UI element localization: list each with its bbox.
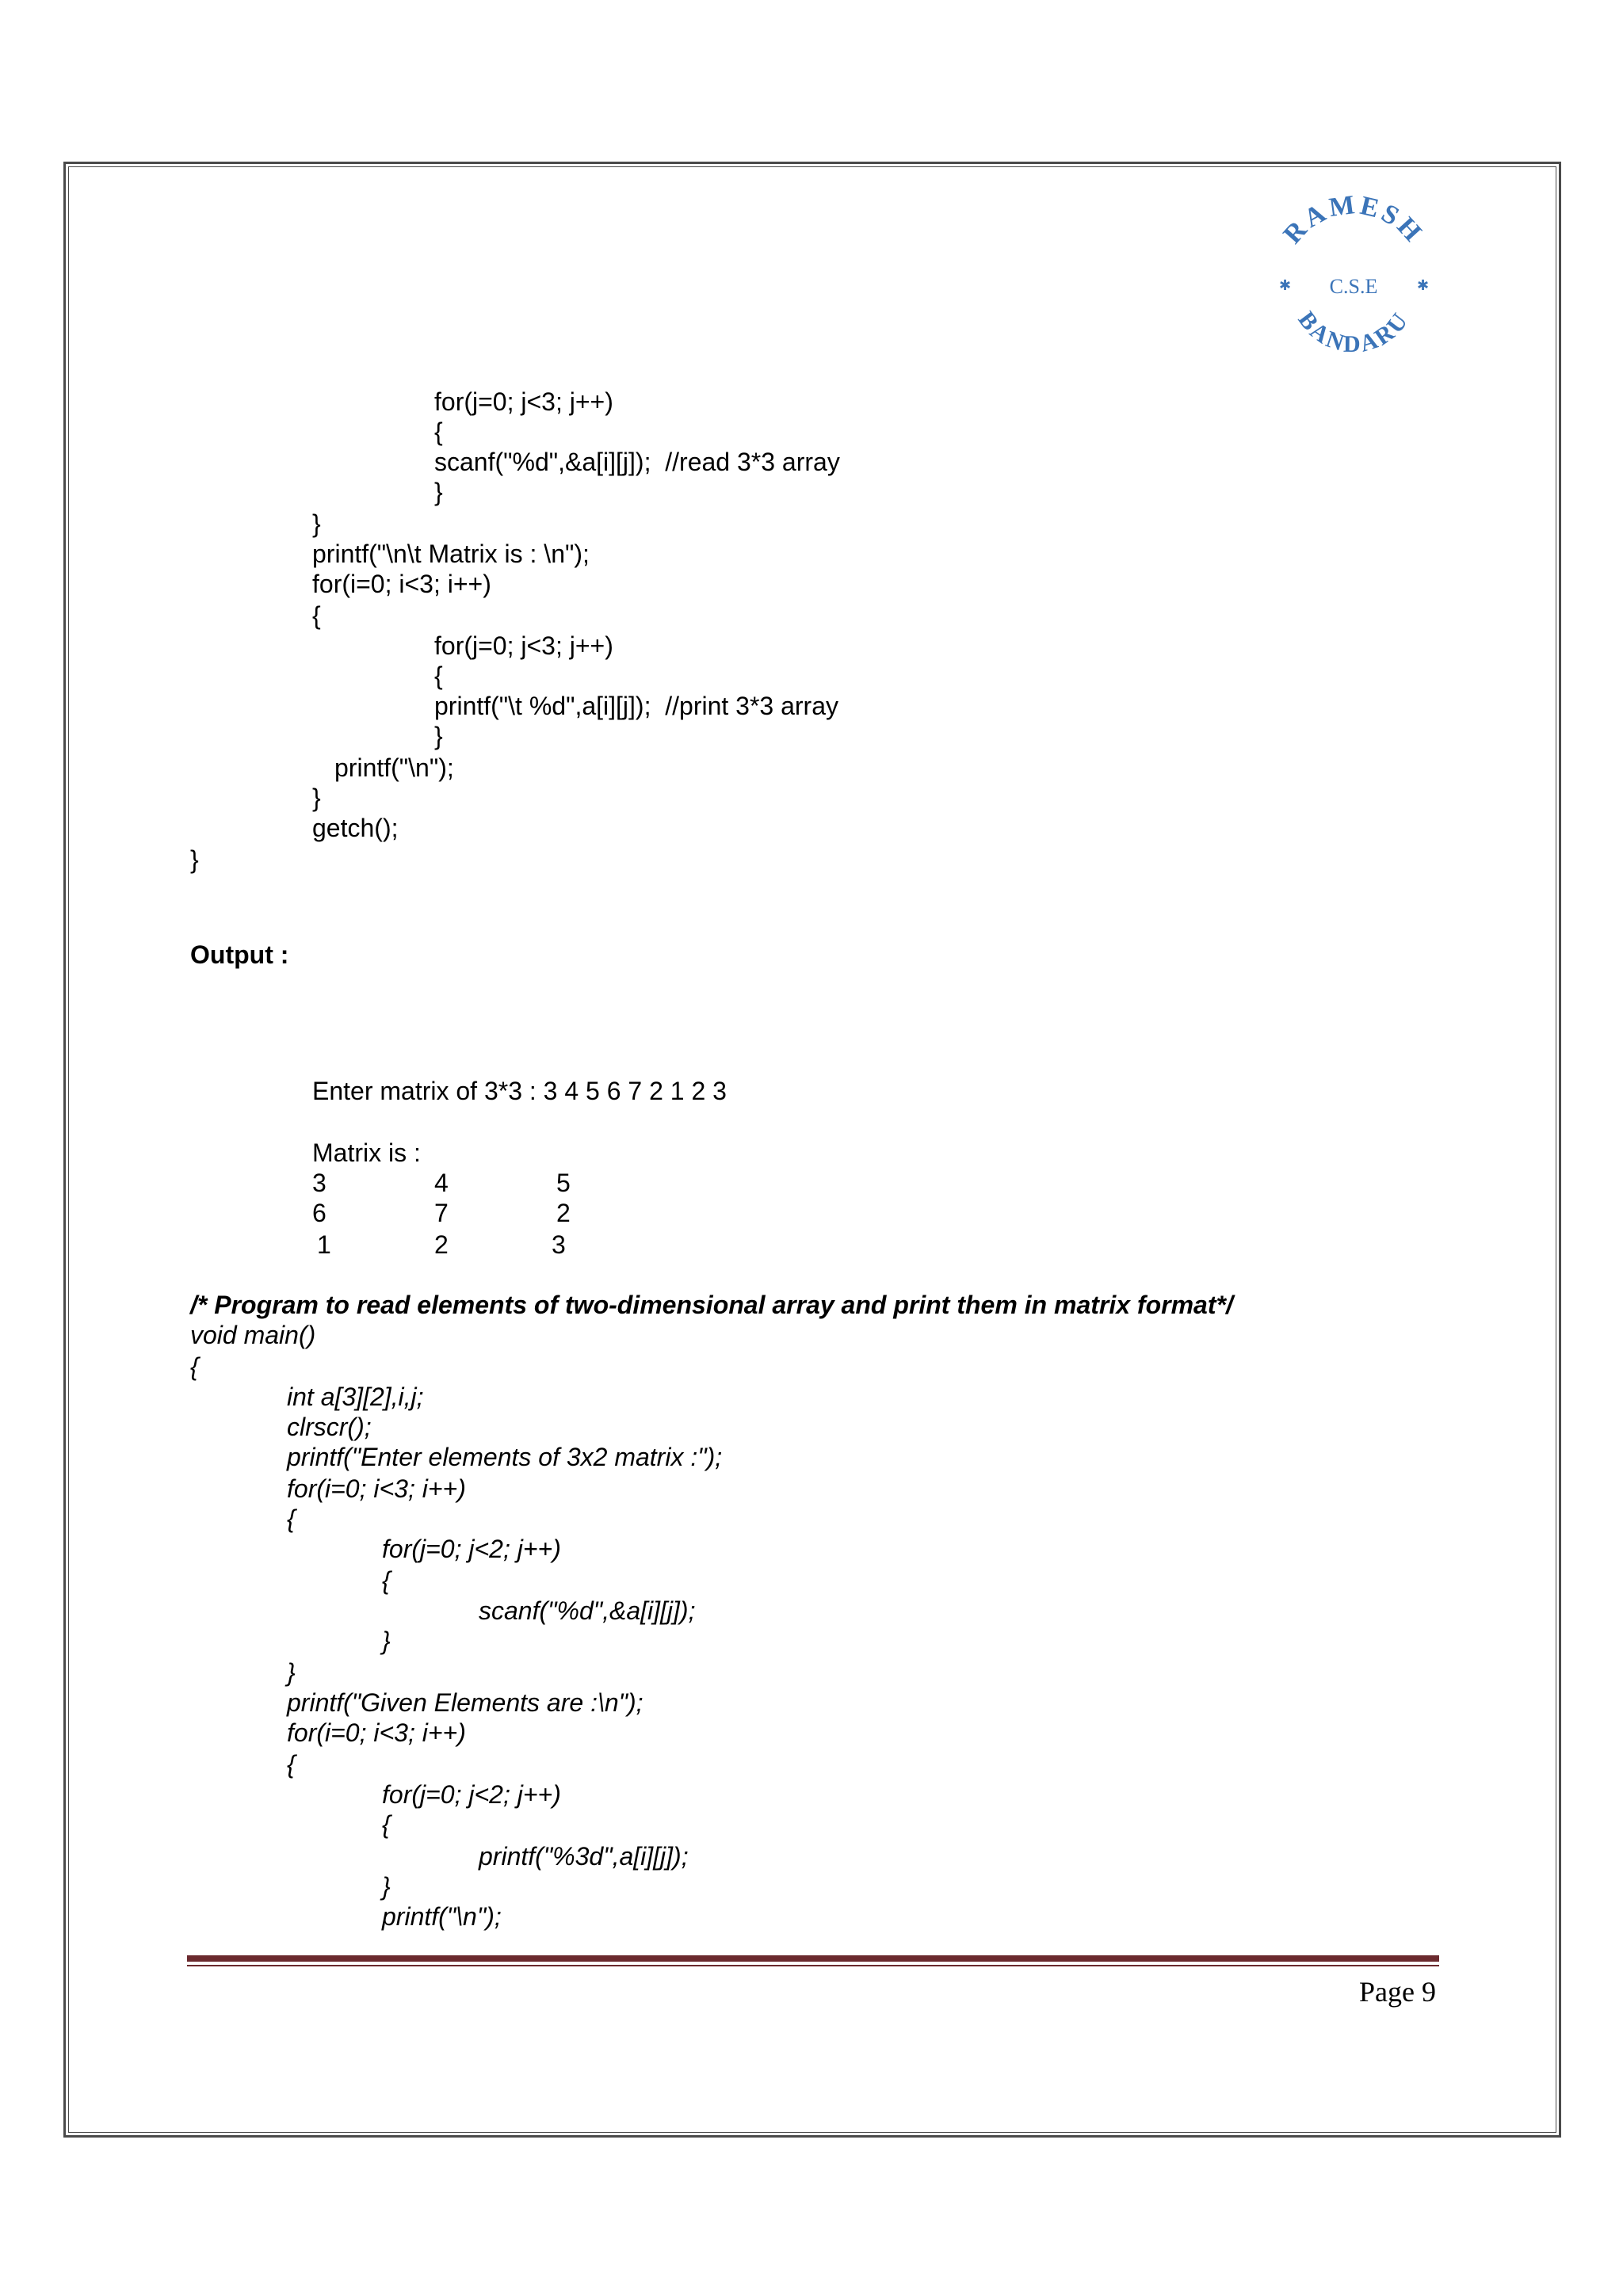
code-line: } xyxy=(312,784,321,812)
code-line: printf("\n"); xyxy=(382,1902,502,1931)
code-line: getch(); xyxy=(312,814,399,842)
stamp-center-text: C.S.E xyxy=(1329,275,1378,298)
footer-rule xyxy=(187,1955,1439,1962)
code-line: for(i=0; i<3; i++) xyxy=(287,1474,466,1503)
code-line: for(j=0; j<3; j++) xyxy=(434,631,613,660)
footer-rule-thin xyxy=(187,1965,1439,1966)
code-line: for(i=0; i<3; i++) xyxy=(287,1718,466,1747)
code-line: scanf("%d",&a[i][j]); //read 3*3 array xyxy=(434,448,840,476)
code-line: for(j=0; j<2; j++) xyxy=(382,1535,561,1563)
svg-text:✱: ✱ xyxy=(1279,277,1292,293)
matrix-cell: 6 xyxy=(312,1199,327,1227)
code-line: printf("Given Elements are :\n"); xyxy=(287,1688,643,1717)
program-title: /* Program to read elements of two-dimensional array and print them in matrix format*/ xyxy=(190,1291,1233,1319)
code-line: clrscr(); xyxy=(287,1413,372,1441)
matrix-cell: 5 xyxy=(556,1169,571,1197)
matrix-cell: 2 xyxy=(556,1199,571,1227)
code-line: { xyxy=(287,1505,296,1533)
code-line: printf("%3d",a[i][j]); xyxy=(479,1842,689,1871)
code-line: { xyxy=(434,662,443,690)
code-line: void main() xyxy=(190,1321,316,1349)
matrix-cell: 2 xyxy=(434,1230,449,1259)
matrix-cell: 3 xyxy=(312,1169,327,1197)
output-heading: Output : xyxy=(190,940,289,969)
stamp-text-top: RAMESH xyxy=(1277,195,1430,250)
page-number: Page 9 xyxy=(1359,1976,1436,2008)
code-line: { xyxy=(382,1566,391,1595)
svg-text:✱: ✱ xyxy=(1417,277,1430,293)
code-line: { xyxy=(190,1352,199,1381)
code-line: for(j=0; j<3; j++) xyxy=(434,387,613,416)
code-line: } xyxy=(434,478,443,506)
matrix-cell: 4 xyxy=(434,1169,449,1197)
code-line: int a[3][2],i,j; xyxy=(287,1383,424,1411)
code-line: } xyxy=(190,845,199,874)
code-line: printf("\t %d",a[i][j]); //print 3*3 array xyxy=(434,692,838,720)
code-line: printf("\n"); xyxy=(334,753,454,782)
matrix-cell: 7 xyxy=(434,1199,449,1227)
output-enter-line: Enter matrix of 3*3 : 3 4 5 6 7 2 1 2 3 xyxy=(312,1077,727,1105)
output-matrix-label: Matrix is : xyxy=(312,1138,421,1167)
code-line: { xyxy=(287,1750,296,1779)
code-line: printf("Enter elements of 3x2 matrix :"); xyxy=(287,1443,723,1471)
code-line: { xyxy=(312,601,321,630)
code-line: } xyxy=(382,1872,391,1901)
matrix-cell: 3 xyxy=(552,1230,566,1259)
code-line: { xyxy=(382,1810,391,1839)
code-line: scanf("%d",&a[i][j]); xyxy=(479,1596,696,1625)
code-line: for(j=0; j<2; j++) xyxy=(382,1780,561,1809)
code-line: } xyxy=(434,722,443,750)
code-line: printf("\n\t Matrix is : \n"); xyxy=(312,540,590,568)
code-line: } xyxy=(382,1627,391,1655)
matrix-cell: 1 xyxy=(317,1230,331,1259)
ramesh-bandaru-stamp xyxy=(1266,195,1441,369)
code-line: { xyxy=(434,418,443,446)
code-line: } xyxy=(312,509,321,538)
code-line: } xyxy=(287,1658,296,1687)
stamp-text-bottom: BANDARU xyxy=(1293,307,1415,358)
code-line: for(i=0; i<3; i++) xyxy=(312,570,491,598)
